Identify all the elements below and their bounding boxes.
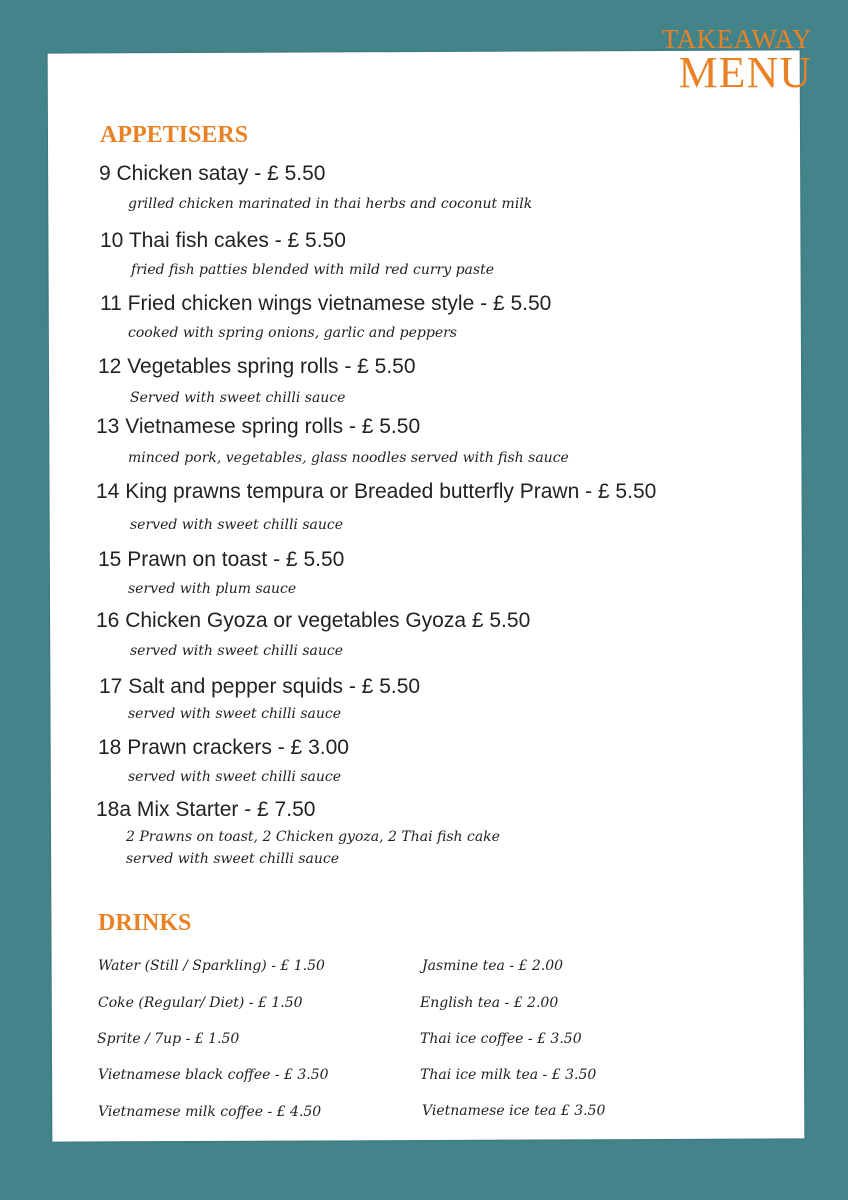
drink-item: Thai ice milk tea - £ 3.50 [420,1067,597,1083]
menu-item-desc: served with sweet chilli sauce [130,517,344,533]
drink-item: Water (Still / Sparkling) - £ 1.50 [98,958,325,974]
drinks-heading: DRINKS [98,910,192,936]
drink-item: Coke (Regular/ Diet) - £ 1.50 [98,995,303,1011]
menu-brand [662,26,812,95]
menu-item-desc: cooked with spring onions, garlic and peppers [128,325,457,341]
menu-item-title: 15 Prawn on toast - £ 5.50 [98,548,345,571]
menu-item-desc: served with plum sauce [128,581,297,597]
drink-item: Vietnamese black coffee - £ 3.50 [98,1067,329,1083]
menu-item-title: 18a Mix Starter - £ 7.50 [96,798,316,821]
menu-item-title: 16 Chicken Gyoza or vegetables Gyoza £ 5.50 [96,609,531,632]
drink-item: Jasmine tea - £ 2.00 [422,958,564,974]
drink-item: Thai ice coffee - £ 3.50 [420,1031,582,1047]
menu-item-title: 18 Prawn crackers - £ 3.00 [98,736,349,759]
drink-item: Vietnamese ice tea £ 3.50 [422,1103,606,1119]
drink-item: Vietnamese milk coffee - £ 4.50 [98,1104,322,1120]
menu-item-title: 10 Thai fish cakes - £ 5.50 [100,229,346,252]
drink-item: Sprite / 7up - £ 1.50 [97,1031,240,1047]
menu-item-title: 12 Vegetables spring rolls - £ 5.50 [98,355,416,378]
menu-item-title: 14 King prawns tempura or Breaded butterfly Prawn - £ 5.50 [96,480,657,503]
appetisers-heading: APPETISERS [100,122,249,148]
menu-item-desc: 2 Prawns on toast, 2 Chicken gyoza, 2 Thai fish cake [126,829,500,845]
brand-line-takeaway: TAKEAWAY [661,24,812,54]
drink-item: English tea - £ 2.00 [420,995,559,1011]
menu-item-desc: served with sweet chilli sauce [128,706,342,722]
menu-item-desc: Served with sweet chilli sauce [130,390,346,406]
menu-item-title: 11 Fried chicken wings vietnamese style - £ 5.50 [100,292,552,315]
menu-item-desc: minced pork, vegetables, glass noodles served with fish sauce [128,450,569,466]
menu-item-desc: grilled chicken marinated in thai herbs and coconut milk [128,196,533,212]
menu-item-title: 9 Chicken satay - £ 5.50 [99,162,326,185]
menu-item-desc: served with sweet chilli sauce [128,769,342,785]
menu-item-desc: served with sweet chilli sauce [130,643,344,659]
menu-item-desc-extra: served with sweet chilli sauce [126,851,340,867]
menu-item-title: 17 Salt and pepper squids - £ 5.50 [99,675,421,698]
brand-line-menu: MENU [678,48,812,97]
menu-item-desc: fried fish patties blended with mild red curry paste [131,262,494,278]
menu-item-title: 13 Vietnamese spring rolls - £ 5.50 [96,415,421,438]
